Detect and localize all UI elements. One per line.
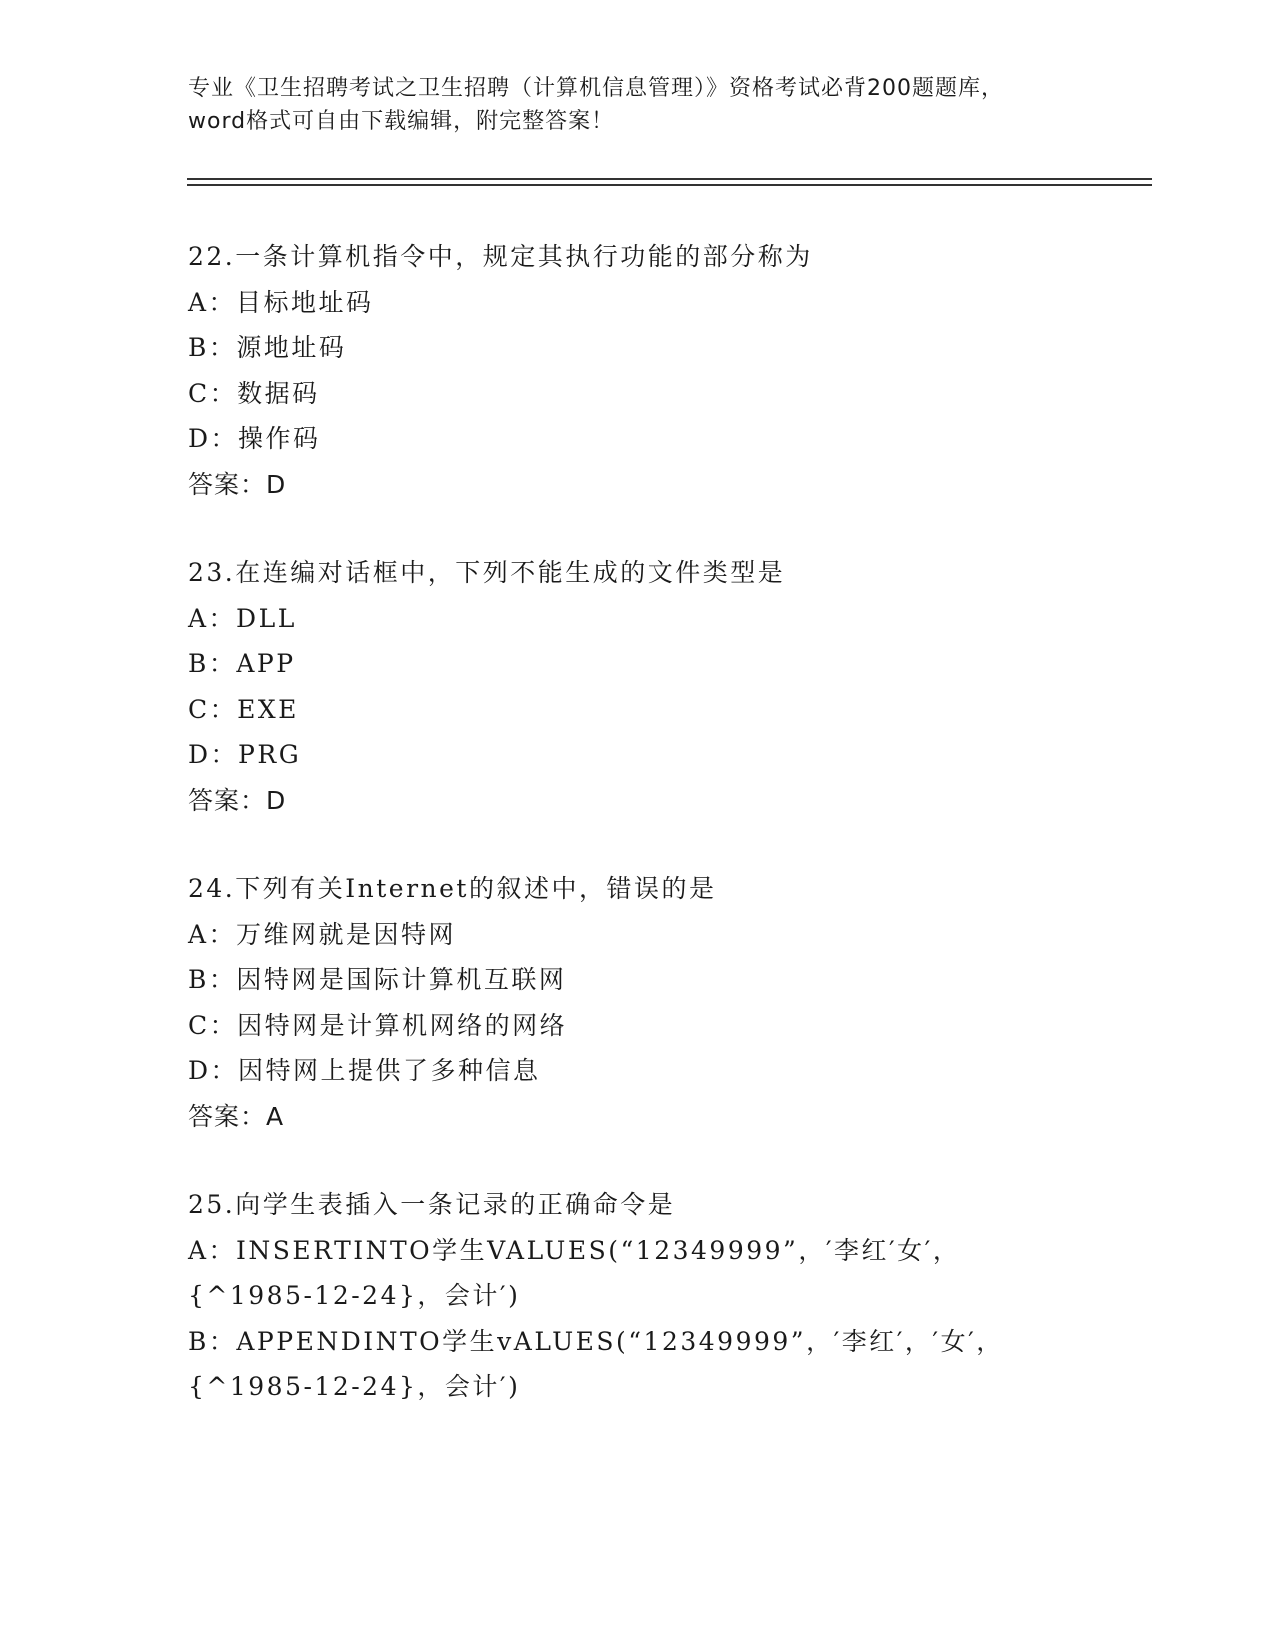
question-23 — [188, 550, 1088, 823]
question-list — [188, 234, 1088, 1453]
question-24 — [188, 866, 1088, 1139]
answer: 答案：A — [188, 1101, 285, 1131]
header-line-2: word格式可自由下载编辑，附完整答案！ — [188, 109, 615, 134]
option-b: B：APP — [188, 649, 296, 678]
option-d: D：因特网上提供了多种信息 — [188, 1056, 541, 1085]
header-divider-top — [187, 178, 1152, 180]
option-a: A：DLL — [188, 603, 297, 633]
option-a: A：目标地址码 — [188, 287, 374, 317]
option-a: A：万维网就是因特网 — [188, 919, 457, 949]
question-25 — [188, 1182, 1088, 1410]
option-b: B：APPENDINTO学生vALUES(“12349999”，′李红′，′女′，{^1985-12-24}，会计′) — [188, 1326, 1004, 1401]
question-stem: 22.一条计算机指令中，规定其执行功能的部分称为 — [188, 242, 813, 271]
header-line-1: 专业《卫生招聘考试之卫生招聘（计算机信息管理）》资格考试必背200题题库， — [188, 76, 1004, 101]
header-divider-bottom — [187, 184, 1152, 186]
question-stem: 24.下列有关Internet的叙述中，错误的是 — [188, 874, 717, 903]
question-stem: 25.向学生表插入一条记录的正确命令是 — [188, 1190, 676, 1219]
question-stem: 23.在连编对话框中，下列不能生成的文件类型是 — [188, 558, 786, 587]
option-c: C：数据码 — [188, 378, 320, 408]
answer: 答案：D — [188, 785, 287, 815]
option-d: D：操作码 — [188, 424, 321, 453]
question-22 — [188, 234, 1088, 507]
option-c: C：EXE — [188, 694, 299, 724]
document-header — [188, 72, 1088, 138]
option-c: C：因特网是计算机网络的网络 — [188, 1010, 568, 1040]
option-d: D：PRG — [188, 740, 302, 769]
answer: 答案：D — [188, 469, 287, 499]
option-b: B：因特网是国际计算机互联网 — [188, 965, 567, 994]
option-b: B：源地址码 — [188, 333, 347, 362]
option-a: A：INSERTINTO学生VALUES(“12349999”，′李红′女′，{^1985-12-24}，会计′) — [188, 1235, 961, 1310]
